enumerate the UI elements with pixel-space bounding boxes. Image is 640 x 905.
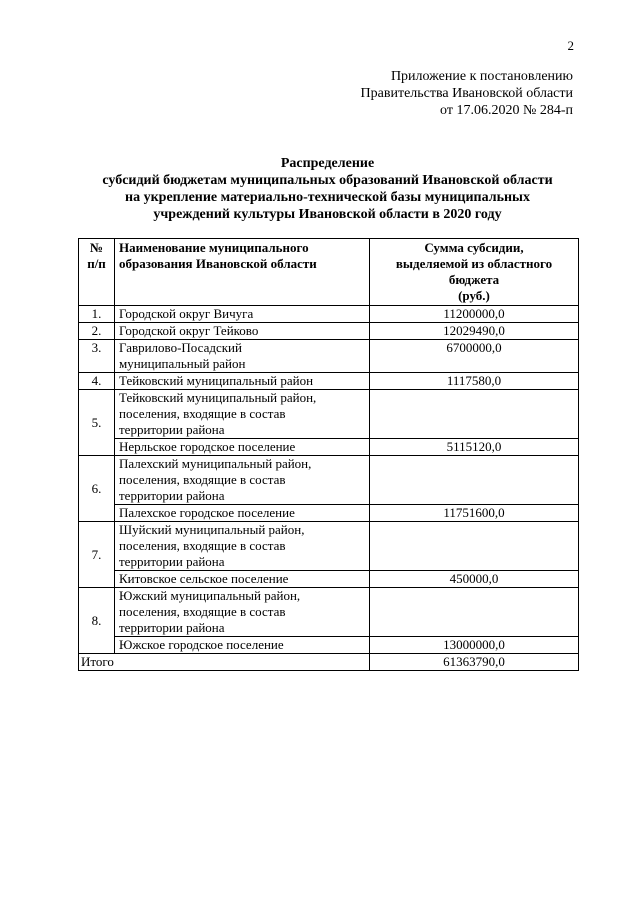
row-sum: 11200000,0	[370, 306, 579, 323]
table-row	[79, 340, 579, 373]
appendix-line: Правительства Ивановской области	[360, 86, 573, 101]
row-settlement-name: Китовское сельское поселение	[115, 571, 370, 588]
page-number: 2	[567, 38, 574, 53]
table-row	[79, 637, 579, 654]
table-row	[79, 456, 579, 505]
table-row	[79, 588, 579, 637]
row-district-name: Палехский муниципальный район, поселения, входящие в состав территории района	[115, 456, 370, 505]
row-name: Тейковский муниципальный район	[115, 373, 370, 390]
title-line: субсидий бюджетам муниципальных образований Ивановской области	[102, 173, 553, 188]
row-name: Городской округ Вичуга	[115, 306, 370, 323]
table-row	[79, 571, 579, 588]
table-row	[79, 522, 579, 571]
appendix-line: Приложение к постановлению	[390, 69, 573, 84]
row-number: 3.	[79, 340, 115, 373]
row-sum-empty	[370, 456, 579, 505]
title-line: учреждений культуры Ивановской области в 2020 году	[153, 207, 502, 222]
header-sum: Сумма субсидии, выделяемой из областного бюджета (руб.)	[370, 239, 579, 306]
distribution-table	[78, 238, 579, 671]
table-row	[79, 390, 579, 439]
table-header-row	[79, 239, 579, 306]
row-sum: 450000,0	[370, 571, 579, 588]
appendix-block	[361, 68, 573, 119]
table-row	[79, 373, 579, 390]
row-sum: 12029490,0	[370, 323, 579, 340]
row-district-name: Тейковский муниципальный район, поселения, входящие в состав территории района	[115, 390, 370, 439]
total-label: Итого	[79, 654, 370, 671]
row-settlement-name: Южское городское поселение	[115, 637, 370, 654]
table-row	[79, 439, 579, 456]
appendix-line: от 17.06.2020 № 284-п	[440, 103, 573, 118]
row-number: 7.	[79, 522, 115, 588]
header-name: Наименование муниципального образования Ивановской области	[115, 239, 370, 306]
row-sum-empty	[370, 588, 579, 637]
row-number: 8.	[79, 588, 115, 654]
document-title	[0, 155, 640, 223]
row-number: 1.	[79, 306, 115, 323]
title-line: Распределение	[280, 156, 375, 171]
table-row	[79, 306, 579, 323]
row-settlement-name: Нерльское городское поселение	[115, 439, 370, 456]
table-total-row	[79, 654, 579, 671]
table-row	[79, 505, 579, 522]
row-sum: 11751600,0	[370, 505, 579, 522]
row-settlement-name: Палехское городское поселение	[115, 505, 370, 522]
row-name: Гаврилово-Посадский муниципальный район	[115, 340, 370, 373]
header-number: № п/п	[79, 239, 115, 306]
row-number: 5.	[79, 390, 115, 456]
row-sum: 6700000,0	[370, 340, 579, 373]
row-sum-empty	[370, 522, 579, 571]
row-number: 6.	[79, 456, 115, 522]
title-line: на укрепление материально-технической базы муниципальных	[125, 190, 530, 205]
table-row	[79, 323, 579, 340]
row-district-name: Южский муниципальный район, поселения, входящие в состав территории района	[115, 588, 370, 637]
row-sum-empty	[370, 390, 579, 439]
row-sum: 5115120,0	[370, 439, 579, 456]
total-sum: 61363790,0	[370, 654, 579, 671]
row-number: 4.	[79, 373, 115, 390]
row-sum: 13000000,0	[370, 637, 579, 654]
row-sum: 1117580,0	[370, 373, 579, 390]
row-name: Городской округ Тейково	[115, 323, 370, 340]
row-district-name: Шуйский муниципальный район, поселения, входящие в состав территории района	[115, 522, 370, 571]
row-number: 2.	[79, 323, 115, 340]
